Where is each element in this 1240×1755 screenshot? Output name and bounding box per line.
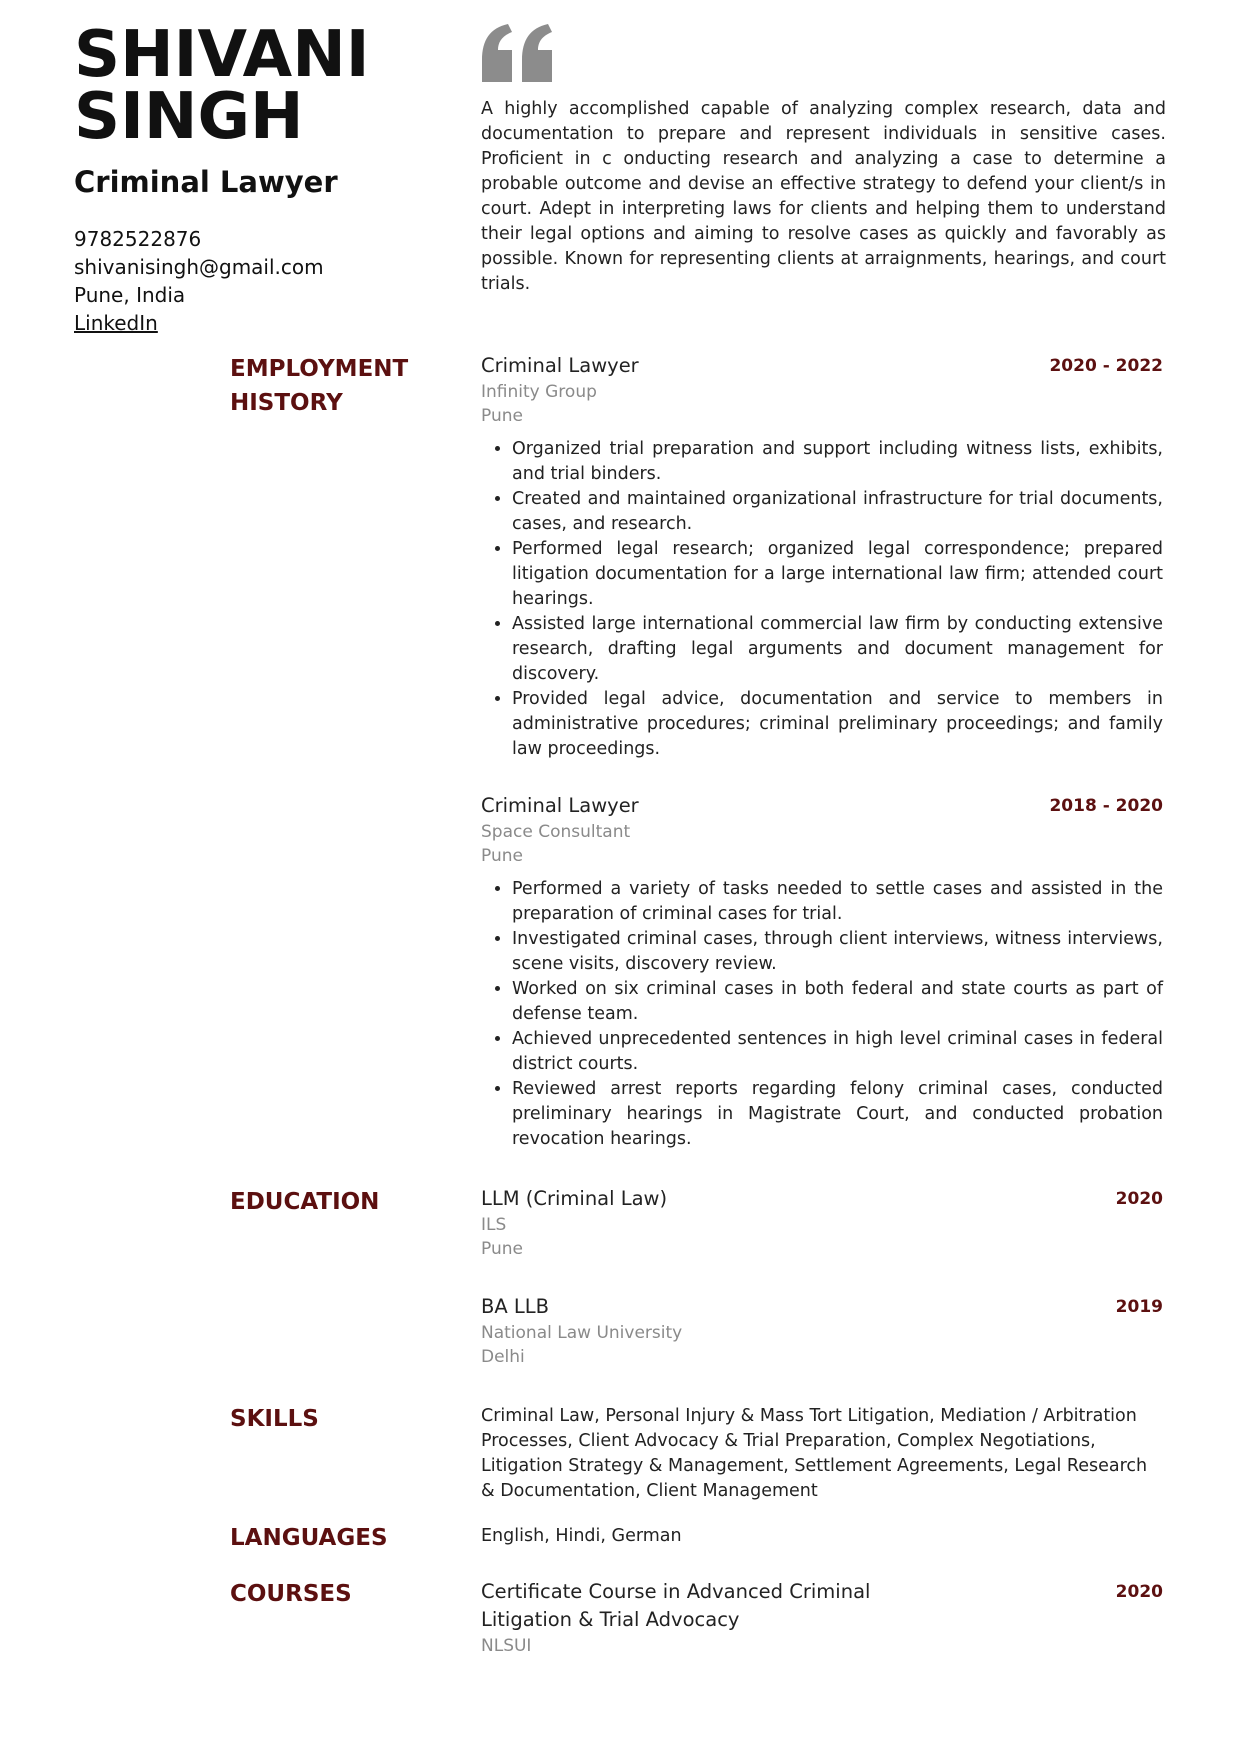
job-responsibilities — [481, 437, 1163, 762]
list-item: • Created and maintained organizational infrastructure for trial documents, cases, and research. — [512, 487, 1163, 537]
list-item: • Achieved unprecedented sentences in high level criminal cases in federal district courts. — [512, 1027, 1163, 1077]
list-item: • Reviewed arrest reports regarding felony criminal cases, conducted preliminary hearings in Magistrate Court, and conducted probation revocation hearings. — [512, 1077, 1163, 1152]
school-location: Pune — [481, 1239, 523, 1259]
list-item: • Performed legal research; organized legal correspondence; prepared litigation documentation for a large international law firm; attended court hearings. — [512, 537, 1163, 612]
course-entry — [481, 1578, 1163, 1658]
list-item: • Organized trial preparation and support including witness lists, exhibits, and trial binders. — [512, 437, 1163, 487]
course-year: 2020 — [1115, 1582, 1163, 1602]
candidate-name — [74, 18, 370, 154]
phone-number: 9782522876 — [74, 227, 202, 251]
course-institution: NLSUI — [481, 1636, 532, 1656]
degree-name: BA LLB — [481, 1295, 550, 1318]
list-item: • Assisted large international commercial law firm by conducting extensive research, drafting legal arguments and document management for discovery. — [512, 612, 1163, 687]
email-address: shivanisingh@gmail.com — [74, 255, 324, 279]
job-title: Criminal Lawyer — [74, 165, 338, 199]
job-company: Space Consultant — [481, 822, 631, 842]
job-responsibilities — [481, 877, 1163, 1152]
course-title: Certificate Course in Advanced Criminal Litigation & Trial Advocacy — [481, 1580, 871, 1631]
list-item: • Performed a variety of tasks needed to settle cases and assisted in the preparation of criminal cases for trial. — [512, 877, 1163, 927]
list-item: • Investigated criminal cases, through client interviews, witness interviews, scene visits, discovery review. — [512, 927, 1163, 977]
school-name: National Law University — [481, 1323, 683, 1343]
section-title-education: EDUCATION — [230, 1189, 380, 1215]
languages-list: English, Hindi, German — [481, 1526, 682, 1546]
list-item: • Worked on six criminal cases in both federal and state courts as part of defense team. — [512, 977, 1163, 1027]
section-title-languages: LANGUAGES — [230, 1525, 388, 1551]
linkedin-link[interactable]: LinkedIn — [74, 311, 158, 335]
school-location: Delhi — [481, 1347, 525, 1367]
job-entry — [481, 352, 1163, 762]
school-name: ILS — [481, 1215, 507, 1235]
degree-name: LLM (Criminal Law) — [481, 1187, 668, 1210]
job-title: Criminal Lawyer — [481, 354, 639, 377]
job-dates: 2018 - 2020 — [1049, 796, 1163, 816]
job-entry — [481, 792, 1163, 1152]
job-location: Pune — [481, 406, 523, 426]
job-dates: 2020 - 2022 — [1049, 356, 1163, 376]
education-entry — [481, 1185, 1163, 1261]
skills-list: Criminal Law, Personal Injury & Mass Tort Litigation, Mediation / Arbitration Processes, Client Advocacy & Trial Preparation, Complex Negotiations, Litigation Strategy & Management, Settlement Agreements, Legal Research & Documentation, Client Management — [481, 1406, 1148, 1501]
section-title-employment: EMPLOYMENT HISTORY — [230, 356, 409, 416]
contact-block — [74, 225, 324, 337]
location: Pune, India — [74, 283, 186, 307]
section-title-skills: SKILLS — [230, 1406, 319, 1432]
section-title-courses: COURSES — [230, 1581, 352, 1607]
first-name: SHIVANI — [74, 18, 370, 92]
job-title: Criminal Lawyer — [481, 794, 639, 817]
quote-icon — [478, 22, 558, 84]
list-item: • Provided legal advice, documentation and service to members in administrative procedures; criminal preliminary proceedings; and family law proceedings. — [512, 687, 1163, 762]
education-year: 2019 — [1115, 1297, 1163, 1317]
job-company: Infinity Group — [481, 382, 597, 402]
education-year: 2020 — [1115, 1189, 1163, 1209]
job-location: Pune — [481, 846, 523, 866]
profile-summary: A highly accomplished capable of analyzing complex research, data and documentation to prepare and represent individuals in sensitive cases. Proficient in c onducting research and analyzing a case to determine a probable outcome and devise an effective strategy to defend your client/s in court. Adept in interpreting laws for clients and helping them to understand their legal options and aiming to resolve cases as quickly and favorably as possible. Known for representing clients at arraignments, hearings, and court trials. — [481, 99, 1166, 294]
education-entry — [481, 1293, 1163, 1369]
last-name: SINGH — [74, 80, 304, 154]
